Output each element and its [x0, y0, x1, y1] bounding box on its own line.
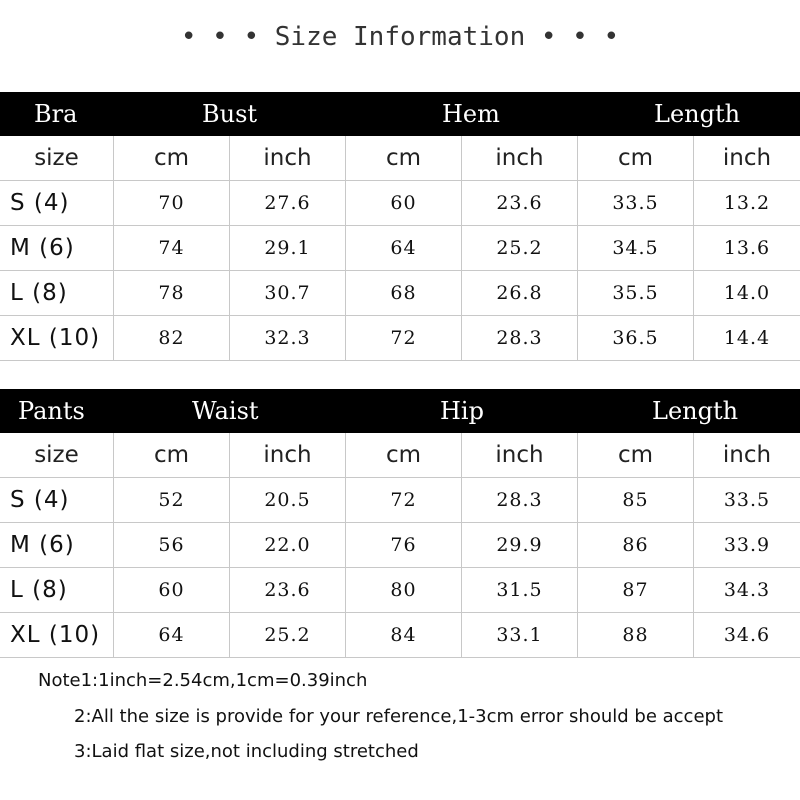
- unit-cell: inch: [462, 433, 578, 477]
- value-cell: 26.8: [462, 271, 578, 315]
- value-cell: 13.6: [723, 237, 771, 259]
- unit-cell: cm: [346, 136, 462, 180]
- value-cell: 78: [114, 271, 230, 315]
- size-cell: S (4): [0, 478, 114, 522]
- value-cell: 64: [114, 613, 230, 657]
- table-row: [0, 478, 800, 523]
- table-row: [0, 271, 800, 316]
- value-cell: 72: [346, 478, 462, 522]
- value-cell: 30.7: [230, 271, 346, 315]
- value-cell: 22.0: [230, 523, 346, 567]
- size-cell: L (8): [0, 568, 114, 612]
- size-cell: L (8): [0, 271, 114, 315]
- value-cell: 32.3: [230, 316, 346, 360]
- table-row: [0, 316, 800, 361]
- table-row: [0, 568, 800, 613]
- pants-size-table: [0, 389, 800, 658]
- value-cell: 35.5: [578, 271, 694, 315]
- value-cell: 70: [114, 181, 230, 225]
- table-row: [0, 613, 800, 658]
- unit-cell: cm: [578, 433, 694, 477]
- value-cell: 14.0: [723, 282, 771, 304]
- hem-header: Hem: [442, 100, 500, 128]
- unit-cell: size: [0, 433, 114, 477]
- pants-header-row: [0, 389, 800, 433]
- size-cell: S (4): [0, 181, 114, 225]
- value-cell: 28.3: [462, 478, 578, 522]
- value-cell: 33.5: [723, 489, 771, 511]
- value-cell: 34.3: [723, 579, 771, 601]
- value-cell: 80: [346, 568, 462, 612]
- value-cell: 68: [346, 271, 462, 315]
- size-cell: XL (10): [0, 613, 114, 657]
- size-cell: M (6): [0, 523, 114, 567]
- value-cell: 33.9: [723, 534, 771, 556]
- note-2: 2:All the size is provide for your reference,1-3cm error should be accept: [74, 706, 724, 727]
- value-cell: 25.2: [462, 226, 578, 270]
- unit-cell: inch: [462, 136, 578, 180]
- value-cell: 33.5: [578, 181, 694, 225]
- value-cell: 74: [114, 226, 230, 270]
- value-cell: 64: [346, 226, 462, 270]
- value-cell: 60: [346, 181, 462, 225]
- hip-header: Hip: [440, 397, 484, 425]
- value-cell: 85: [578, 478, 694, 522]
- value-cell: 34.6: [723, 624, 771, 646]
- value-cell: 29.1: [230, 226, 346, 270]
- value-cell: 56: [114, 523, 230, 567]
- value-cell: 13.2: [723, 192, 771, 214]
- unit-cell: cm: [346, 433, 462, 477]
- bra-header-label: Bra: [34, 100, 78, 128]
- size-cell: M (6): [0, 226, 114, 270]
- unit-cell: inch: [230, 433, 346, 477]
- value-cell: 28.3: [462, 316, 578, 360]
- unit-cell: inch: [722, 145, 772, 171]
- value-cell: 84: [346, 613, 462, 657]
- value-cell: 52: [114, 478, 230, 522]
- pants-header-label: Pants: [18, 397, 85, 425]
- value-cell: 25.2: [230, 613, 346, 657]
- bra-unit-row: [0, 136, 800, 181]
- value-cell: 29.9: [462, 523, 578, 567]
- value-cell: 76: [346, 523, 462, 567]
- length-header: Length: [652, 397, 739, 425]
- value-cell: 23.6: [462, 181, 578, 225]
- length-header: Length: [654, 100, 741, 128]
- page-title: • • • Size Information • • •: [180, 22, 620, 52]
- value-cell: 33.1: [462, 613, 578, 657]
- bust-header: Bust: [202, 100, 258, 128]
- size-cell: XL (10): [0, 316, 114, 360]
- unit-cell: inch: [722, 442, 772, 468]
- table-row: [0, 523, 800, 568]
- unit-cell: cm: [578, 136, 694, 180]
- value-cell: 31.5: [462, 568, 578, 612]
- value-cell: 88: [578, 613, 694, 657]
- value-cell: 36.5: [578, 316, 694, 360]
- bra-size-table: [0, 92, 800, 361]
- unit-cell: cm: [114, 433, 230, 477]
- value-cell: 27.6: [230, 181, 346, 225]
- value-cell: 87: [578, 568, 694, 612]
- value-cell: 60: [114, 568, 230, 612]
- table-row: [0, 226, 800, 271]
- waist-header: Waist: [192, 397, 259, 425]
- note-1: Note1:1inch=2.54cm,1cm=0.39inch: [38, 670, 368, 691]
- value-cell: 82: [114, 316, 230, 360]
- unit-cell: inch: [230, 136, 346, 180]
- value-cell: 20.5: [230, 478, 346, 522]
- table-row: [0, 181, 800, 226]
- bra-header-row: [0, 92, 800, 136]
- value-cell: 14.4: [723, 327, 771, 349]
- unit-cell: cm: [114, 136, 230, 180]
- value-cell: 86: [578, 523, 694, 567]
- unit-cell: size: [0, 136, 114, 180]
- pants-unit-row: [0, 433, 800, 478]
- note-3: 3:Laid flat size,not including stretched: [74, 741, 419, 762]
- value-cell: 23.6: [230, 568, 346, 612]
- value-cell: 34.5: [578, 226, 694, 270]
- value-cell: 72: [346, 316, 462, 360]
